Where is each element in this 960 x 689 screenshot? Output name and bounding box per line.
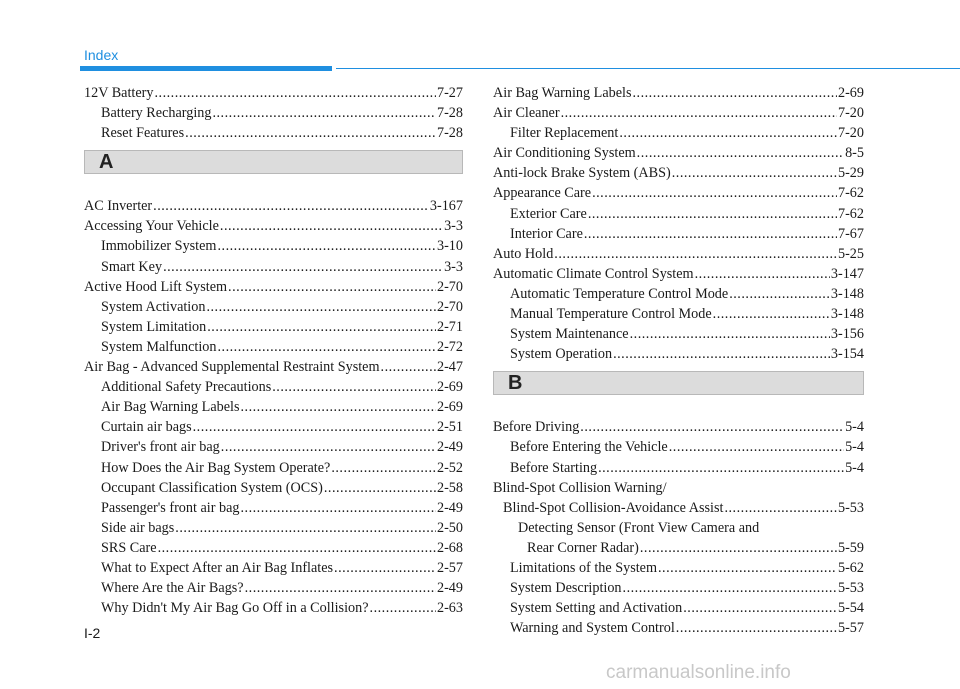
group-pre	[84, 83, 463, 143]
index-entry-label: Where Are the Air Bags?	[101, 580, 244, 597]
dot-leader	[637, 143, 844, 163]
index-entry-page: 3-148	[830, 285, 864, 302]
dot-leader	[240, 397, 436, 417]
index-entry	[493, 618, 864, 638]
index-entry-page: 7-28	[436, 105, 463, 122]
group-b	[493, 417, 864, 477]
index-entry-label: How Does the Air Bag System Operate?	[101, 459, 331, 476]
index-entry-label: Immobilizer System	[101, 238, 217, 255]
index-entry-label: Additional Safety Precautions	[101, 379, 272, 396]
index-entry-page: 2-70	[436, 298, 463, 315]
header-rule-thin	[336, 68, 960, 69]
index-entry	[493, 437, 864, 457]
index-entry	[493, 498, 864, 518]
index-entry-label: 12V Battery	[84, 85, 154, 101]
index-entry-label: Air Bag Warning Labels	[493, 85, 632, 101]
index-entry-page: 7-27	[436, 85, 463, 101]
dot-leader	[598, 458, 844, 478]
index-entry-label: System Limitation	[101, 318, 207, 335]
index-entry-page: 5-53	[837, 580, 864, 597]
index-entry	[84, 578, 463, 598]
index-entry-page: 5-62	[837, 559, 864, 576]
index-entry-page: 5-4	[845, 439, 864, 456]
index-entry-page: 2-63	[436, 600, 463, 617]
dot-leader	[240, 498, 436, 518]
index-entry-label: Interior Care	[510, 225, 583, 242]
page-number: I-2	[84, 625, 101, 641]
index-entry-label: Before Entering the Vehicle	[510, 439, 668, 456]
index-entry-label: Auto Hold	[493, 245, 554, 262]
dot-leader	[613, 344, 830, 364]
index-entry-page: 8-5	[845, 145, 864, 162]
index-entry-page: 2-70	[436, 278, 463, 295]
dot-leader	[217, 236, 436, 256]
dot-leader	[228, 277, 436, 297]
dot-leader	[683, 598, 837, 618]
dot-leader	[324, 478, 436, 498]
index-entry	[84, 277, 463, 297]
index-entry-label: Manual Temperature Control Mode	[510, 306, 712, 323]
index-entry-page: 2-69	[436, 379, 463, 396]
index-entry-label: What to Expect After an Air Bag Inflates	[101, 559, 334, 576]
index-entry-page: 2-50	[436, 519, 463, 536]
index-heading-detecting-sensor: Detecting Sensor (Front View Camera and	[518, 519, 760, 536]
index-entry-page: 3-3	[444, 218, 463, 235]
index-entry	[84, 196, 463, 216]
index-entry	[493, 143, 864, 163]
index-entry-page: 7-62	[837, 185, 864, 202]
index-heading-blind-spot: Blind-Spot Collision Warning/	[493, 479, 667, 496]
index-entry-page: 2-68	[436, 539, 463, 556]
section-letter-a: A	[99, 151, 114, 174]
index-entry-label: Air Bag Warning Labels	[101, 399, 240, 416]
index-entry-page: 2-72	[436, 338, 463, 355]
dot-leader	[561, 103, 837, 123]
index-entry	[493, 417, 864, 437]
index-entry	[84, 558, 463, 578]
index-entry	[493, 558, 864, 578]
index-entry	[84, 498, 463, 518]
index-entry-label: Blind-Spot Collision-Avoidance Assist	[503, 499, 724, 516]
index-entry-page: 3-3	[444, 258, 463, 275]
index-entry-label: Smart Key	[101, 258, 163, 275]
index-entry	[493, 204, 864, 224]
index-entry-page: 3-154	[830, 346, 864, 363]
dot-leader	[729, 284, 830, 304]
index-entry	[493, 304, 864, 324]
index-column-right	[493, 83, 864, 638]
index-entry-label: System Activation	[101, 298, 206, 315]
dot-leader	[580, 417, 844, 437]
index-entry-page: 2-49	[436, 580, 463, 597]
index-entry-label: System Maintenance	[510, 326, 629, 343]
section-bar-b	[493, 371, 864, 395]
index-entry	[84, 123, 463, 143]
index-entry-label: Air Bag - Advanced Supplemental Restraint System	[84, 359, 380, 376]
index-entry-page: 7-67	[837, 225, 864, 242]
index-entry-label: Why Didn't My Air Bag Go Off in a Collision?	[101, 600, 369, 617]
watermark-text: carmanualsonline.info	[606, 662, 791, 683]
group-b-tail	[493, 538, 864, 638]
index-entry-page: 7-20	[837, 105, 864, 122]
dot-leader	[163, 257, 443, 277]
index-entry	[84, 538, 463, 558]
index-entry-label: System Operation	[510, 346, 613, 363]
index-entry-label: Before Driving	[493, 419, 580, 436]
index-entry	[84, 437, 463, 457]
index-entry-page: 5-4	[845, 419, 864, 436]
index-entry	[84, 236, 463, 256]
index-entry-label: Before Starting	[510, 459, 598, 476]
dot-leader	[632, 83, 837, 103]
dot-leader	[221, 437, 436, 457]
dot-leader	[630, 324, 830, 344]
dot-leader	[217, 337, 436, 357]
dot-leader	[206, 297, 436, 317]
index-entry-page: 5-57	[837, 620, 864, 637]
index-entry-label: System Description	[510, 580, 622, 597]
index-entry	[493, 244, 864, 264]
index-entry-label: Exterior Care	[510, 205, 587, 222]
index-entry	[84, 417, 463, 437]
index-entry	[84, 257, 463, 277]
index-entry	[84, 83, 463, 103]
index-entry	[84, 478, 463, 498]
index-entry-label: Active Hood Lift System	[84, 278, 228, 295]
dot-leader	[272, 377, 436, 397]
index-entry-page: 5-29	[837, 165, 864, 182]
dot-leader	[588, 204, 837, 224]
dot-leader	[724, 498, 837, 518]
index-entry	[493, 264, 864, 284]
index-entry-label: Anti-lock Brake System (ABS)	[493, 165, 671, 182]
dot-leader	[669, 437, 844, 457]
index-entry	[493, 344, 864, 364]
dot-leader	[658, 558, 837, 578]
section-bar-a	[84, 150, 463, 174]
dot-leader	[554, 244, 837, 264]
group-a-continued	[493, 83, 864, 364]
index-entry-label: Driver's front air bag	[101, 439, 220, 456]
index-entry	[493, 83, 864, 103]
index-entry-label: Occupant Classification System (OCS)	[101, 479, 323, 496]
index-entry-page: 3-147	[830, 265, 864, 282]
index-entry-page: 2-51	[436, 419, 463, 436]
index-entry-page: 3-156	[830, 326, 864, 343]
index-entry-label: Side air bags	[101, 519, 175, 536]
index-entry-label: Appearance Care	[493, 185, 592, 202]
index-entry-label: Curtain air bags	[101, 419, 192, 436]
index-entry	[493, 538, 864, 558]
index-entry-page: 7-20	[837, 125, 864, 142]
dot-leader	[640, 538, 837, 558]
index-entry	[493, 123, 864, 143]
dot-leader	[207, 317, 436, 337]
index-entry	[84, 317, 463, 337]
index-entry-page: 7-62	[837, 205, 864, 222]
index-entry	[84, 377, 463, 397]
dot-leader	[175, 518, 436, 538]
index-entry-page: 2-57	[436, 559, 463, 576]
index-entry-label: Filter Replacement	[510, 125, 619, 142]
index-entry-label: Rear Corner Radar)	[527, 539, 639, 556]
dot-leader	[334, 558, 436, 578]
index-entry-page: 5-53	[837, 499, 864, 516]
index-entry	[84, 397, 463, 417]
index-entry-label: Air Conditioning System	[493, 145, 636, 162]
index-entry-page: 2-69	[436, 399, 463, 416]
group-a	[84, 196, 463, 618]
index-entry-page: 3-148	[830, 306, 864, 323]
index-entry-page: 3-10	[436, 238, 463, 255]
index-entry	[84, 357, 463, 377]
index-entry-page: 2-49	[436, 439, 463, 456]
index-entry-page: 7-28	[436, 125, 463, 142]
index-entry-label: System Malfunction	[101, 338, 217, 355]
dot-leader	[158, 538, 436, 558]
index-entry-label: AC Inverter	[84, 198, 153, 215]
section-letter-b: B	[508, 372, 523, 395]
index-entry	[84, 518, 463, 538]
header-rule-thick	[80, 66, 332, 71]
index-entry-label: Air Cleaner	[493, 105, 560, 122]
index-entry-label: Accessing Your Vehicle	[84, 218, 219, 235]
dot-leader	[695, 264, 830, 284]
index-entry	[493, 284, 864, 304]
index-entry-label: Battery Recharging	[101, 105, 212, 122]
index-entry-page: 5-54	[837, 600, 864, 617]
index-entry	[493, 458, 864, 478]
dot-leader	[592, 183, 837, 203]
dot-leader	[154, 83, 436, 103]
index-entry-label: SRS Care	[101, 539, 157, 556]
dot-leader	[331, 458, 436, 478]
index-entry-label: System Setting and Activation	[510, 600, 683, 617]
index-entry-page: 2-47	[436, 359, 463, 376]
index-entry-label: Passenger's front air bag	[101, 499, 240, 516]
dot-leader	[381, 357, 436, 377]
dot-leader	[185, 123, 436, 143]
index-entry-page: 2-52	[436, 459, 463, 476]
index-entry-label: Automatic Climate Control System	[493, 265, 694, 282]
index-entry	[493, 103, 864, 123]
index-entry-label: Warning and System Control	[510, 620, 675, 637]
group-blind-spot	[493, 498, 864, 518]
index-entry-page: 5-25	[837, 245, 864, 262]
index-entry	[84, 337, 463, 357]
dot-leader	[619, 123, 837, 143]
index-entry	[84, 216, 463, 236]
dot-leader	[220, 216, 443, 236]
index-entry	[493, 183, 864, 203]
index-entry	[84, 598, 463, 618]
dot-leader	[212, 103, 436, 123]
index-entry	[493, 224, 864, 244]
index-entry	[84, 458, 463, 478]
dot-leader	[153, 196, 429, 216]
dot-leader	[713, 304, 830, 324]
index-entry	[84, 103, 463, 123]
index-entry-page: 2-49	[436, 499, 463, 516]
index-entry-page: 5-4	[845, 459, 864, 476]
index-entry-page: 3-167	[429, 198, 463, 215]
dot-leader	[584, 224, 837, 244]
index-entry-page: 2-71	[436, 318, 463, 335]
index-entry	[493, 163, 864, 183]
index-entry-label: Limitations of the System	[510, 559, 657, 576]
dot-leader	[193, 417, 436, 437]
dot-leader	[623, 578, 837, 598]
index-entry	[493, 324, 864, 344]
index-entry-label: Reset Features	[101, 125, 185, 142]
dot-leader	[370, 598, 436, 618]
index-entry-label: Automatic Temperature Control Mode	[510, 285, 729, 302]
index-column-left	[84, 83, 463, 618]
dot-leader	[245, 578, 436, 598]
index-entry-page: 2-58	[436, 479, 463, 496]
dot-leader	[672, 163, 837, 183]
index-title: Index	[84, 47, 119, 63]
index-entry-page: 2-69	[837, 85, 864, 101]
index-entry	[493, 578, 864, 598]
index-entry	[84, 297, 463, 317]
index-entry	[493, 598, 864, 618]
dot-leader	[676, 618, 837, 638]
index-entry-page: 5-59	[837, 539, 864, 556]
